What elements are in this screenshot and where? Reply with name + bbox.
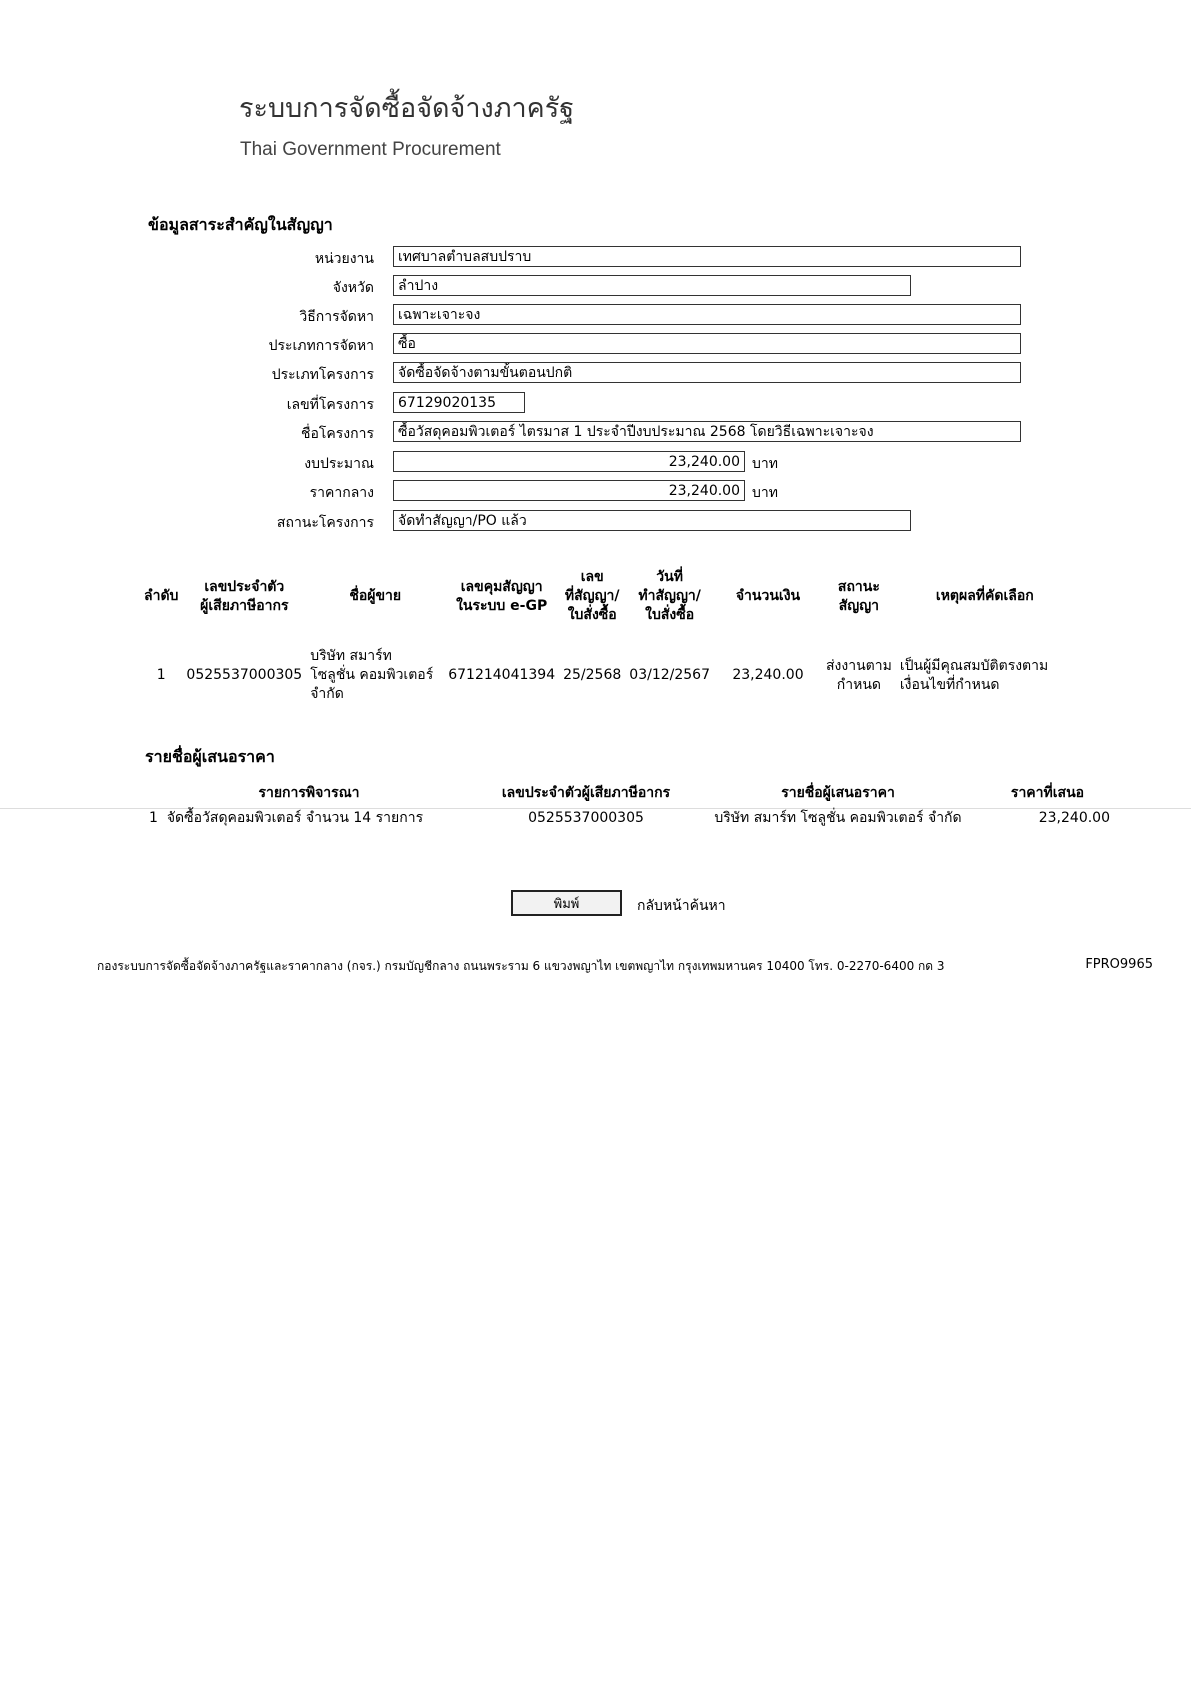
label-budget: งบประมาณ (304, 456, 374, 472)
field-method: เฉพาะเจาะจง (393, 304, 1021, 325)
footer-text: กองระบบการจัดซื้อจัดจ้างภาครัฐและราคากลาง (กจร.) กรมบัญชีกลาง ถนนพระราม 6 แขวงพญาไท เขตพญาไท กรุงเทพมหานคร 10400 โทร. 0-2270-6400 กด 3 (97, 959, 945, 973)
cell-bid-price: 23,240.00 (1038, 810, 1110, 826)
back-to-search-link[interactable]: กลับหน้าค้นหา (637, 898, 726, 914)
cell-contract-no: 25/2568 (563, 667, 622, 683)
page-code: FPRO9965 (1085, 957, 1153, 972)
cell-bid-no: 1 (149, 810, 158, 826)
field-project-number: 67129020135 (393, 392, 525, 413)
cell-reason: เป็นผู้มีคุณสมบัติตรงตาม เงื่อนไขที่กำหนด (899, 657, 1049, 693)
label-median-price: ราคากลาง (309, 485, 374, 501)
field-province: ลำปาง (393, 275, 911, 296)
unit-median-price: บาท (752, 485, 778, 501)
header-title-en: Thai Government Procurement (240, 139, 501, 160)
label-method: วิธีการจัดหา (299, 309, 374, 325)
th-bid-name: รายชื่อผู้เสนอราคา (781, 785, 895, 801)
th-seller: ชื่อผู้ขาย (349, 588, 402, 604)
cell-status: ส่งงานตาม กำหนด (825, 657, 892, 693)
label-project-type: ประเภทโครงการ (271, 367, 374, 383)
header-title-th: ระบบการจัดซื้อจัดจ้างภาครัฐ (239, 93, 575, 124)
label-project-number: เลขที่โครงการ (286, 397, 374, 413)
field-agency: เทศบาลตำบลสบปราบ (393, 246, 1021, 267)
th-no: ลำดับ (144, 588, 179, 604)
field-budget: 23,240.00 (393, 451, 745, 472)
bidders-heading: รายชื่อผู้เสนอราคา (145, 747, 275, 766)
th-bid-tax-id: เลขประจำตัวผู้เสียภาษีอากร (501, 785, 671, 801)
th-status: สถานะ สัญญา (837, 578, 880, 614)
label-province: จังหวัด (332, 280, 374, 296)
cell-no: 1 (156, 667, 166, 683)
cell-bid-item-text: จัดซื้อวัสดุคอมพิวเตอร์ จำนวน 14 รายการ (166, 810, 424, 826)
th-reason: เหตุผลที่คัดเลือก (935, 588, 1034, 604)
bidders-header-row (143, 781, 1116, 805)
unit-budget: บาท (752, 456, 778, 472)
th-amount: จำนวนเงิน (735, 588, 801, 604)
label-project-name: ชื่อโครงการ (300, 426, 374, 442)
table-row (140, 627, 1074, 706)
label-project-status: สถานะโครงการ (276, 515, 374, 531)
field-procurement-type: ซื้อ (393, 333, 1021, 354)
cell-bid-name: บริษัท สมาร์ท โซลูชั่น คอมพิวเตอร์ จำกัด (714, 810, 962, 826)
th-date: วันที่ ทำสัญญา/ ใบสั่งซื้อ (638, 569, 701, 623)
th-tax-id: เลขประจำตัว ผู้เสียภาษีอากร (200, 578, 289, 614)
field-project-type: จัดซื้อจัดจ้างตามขั้นตอนปกติ (393, 362, 1021, 383)
cell-egp: 671214041394 (448, 667, 556, 683)
contract-info-heading: ข้อมูลสาระสำคัญในสัญญา (148, 215, 333, 234)
th-egp: เลขคุมสัญญา ในระบบ e-GP (456, 578, 548, 614)
print-button[interactable]: พิมพ์ (511, 890, 622, 916)
contracts-table (140, 566, 1074, 706)
cell-bid-tax-id: 0525537000305 (528, 810, 644, 826)
label-agency: หน่วยงาน (314, 251, 374, 267)
th-bid-item: รายการพิจารณา (258, 785, 360, 801)
field-project-status: จัดทำสัญญา/PO แล้ว (393, 510, 911, 531)
label-procurement-type: ประเภทการจัดหา (268, 338, 374, 354)
field-project-name: ซื้อวัสดุคอมพิวเตอร์ ไตรมาส 1 ประจำปีงบประมาณ 2568 โดยวิธีเฉพาะเจาะจง (393, 421, 1021, 442)
table-row (143, 805, 1116, 831)
cell-seller: บริษัท สมาร์ท โซลูชั่น คอมพิวเตอร์ จำกัด (310, 648, 434, 702)
th-contract-no: เลข ที่สัญญา/ ใบสั่งซื้อ (564, 569, 620, 623)
th-bid-price: ราคาที่เสนอ (1010, 785, 1085, 801)
cell-date: 03/12/2567 (629, 667, 710, 683)
bidders-table (143, 781, 1116, 831)
contracts-header-row (140, 566, 1074, 627)
field-median-price: 23,240.00 (393, 480, 745, 501)
cell-tax-id: 0525537000305 (186, 667, 303, 683)
cell-amount: 23,240.00 (732, 667, 804, 683)
cell-bid-item (143, 805, 475, 831)
